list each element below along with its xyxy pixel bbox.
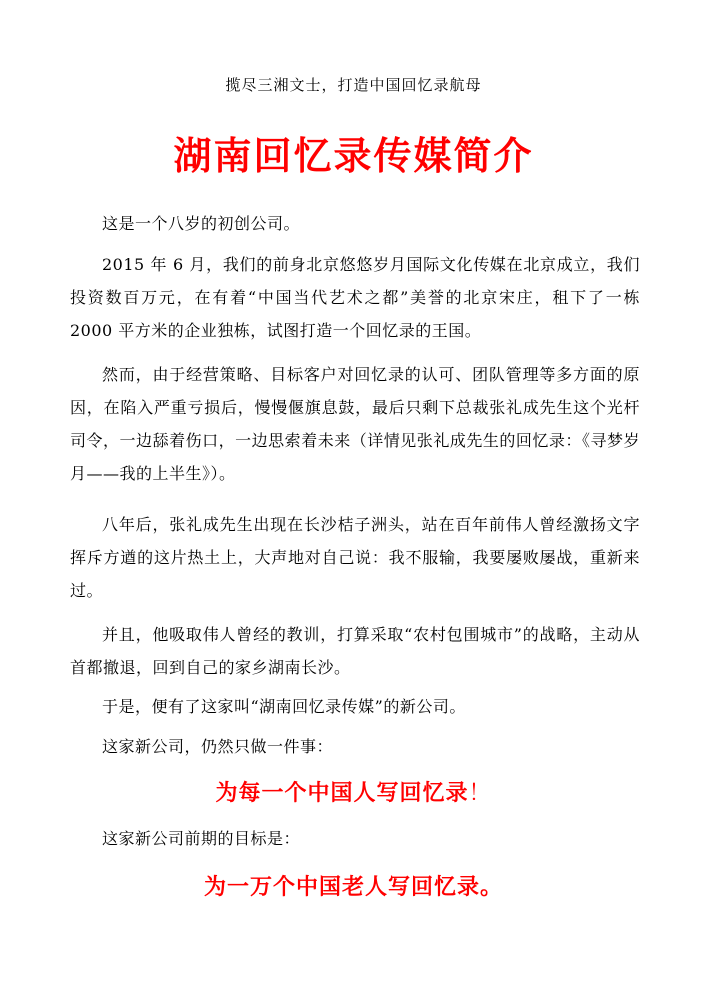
paragraph-history: 2015 年 6 月，我们的前身北京悠悠岁月国际文化传媒在北京成立，我们投资数百万元，在有着“中国当代艺术之都”美誉的北京宋庄，租下了一栋 2000 平方米的企业独栋，试图打造一个回忆录的王国。 bbox=[70, 255, 640, 340]
slogan-mission bbox=[0, 776, 707, 807]
paragraph-strategy: 并且，他吸取伟人曾经的教训，打算采取“农村包围城市”的战略，主动从首都撤退，回到自己的家乡湖南长沙。 bbox=[70, 625, 640, 677]
page-title: 湖南回忆录传媒简介 bbox=[173, 134, 534, 178]
paragraph-comeback: 八年后，张礼成先生出现在长沙桔子洲头，站在百年前伟人曾经激扬文字挥斥方遒的这片热土上，大声地对自己说：我不服输，我要屡败屡战，重新来过。 bbox=[70, 515, 640, 600]
paragraph-new-company: 于是，便有了这家叫“湖南回忆录传媒”的新公司。 bbox=[102, 697, 466, 716]
paragraph-mission-lead: 这家新公司，仍然只做一件事： bbox=[102, 737, 334, 756]
paragraph-intro: 这是一个八岁的初创公司。 bbox=[102, 214, 301, 233]
paragraph-setback: 然而，由于经营策略、目标客户对回忆录的认可、团队管理等多方面的原因，在陷入严重亏损后，慢慢偃旗息鼓，最后只剩下总裁张礼成先生这个光杆司令，一边舔着伤口，一边思索着未来（详情见张礼成先生的回忆录：《寻梦岁月——我的上半生》）。 bbox=[70, 365, 640, 483]
paragraph-goal-lead: 这家新公司前期的目标是： bbox=[102, 829, 301, 848]
slogan-mission-text: 为每一个中国人写回忆录 bbox=[215, 781, 469, 806]
page-subtitle: 揽尽三湘文士，打造中国回忆录航母 bbox=[225, 76, 482, 94]
slogan-mission-punct: ！ bbox=[468, 781, 492, 806]
slogan-goal: 为一万个中国老人写回忆录。 bbox=[203, 875, 503, 900]
